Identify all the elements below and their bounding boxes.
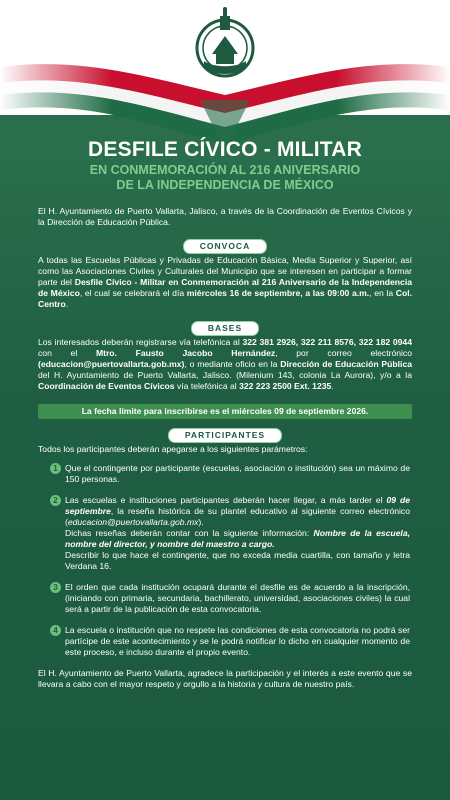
subtitle-line-2: DE LA INDEPENDENCIA DE MÉXICO xyxy=(116,178,334,192)
bases-paragraph: Los interesados deberán registrarse vía telefónica al 322 381 2926, 322 211 8576, 322 182 0944 con el Mtro. Fausto Jacobo Hernández, por correo electrónico (educacion@puertovallarta.gob.mx), o mediante oficio en la Dirección de Educación Pública del H. Ayuntamiento de Puerto Vallarta, Jalisco. (Milenium 143, colonia La Aurora), y/o a la Coordinación de Eventos Cívicos vía telefónica al 322 223 2500 Ext. 1235. xyxy=(38,337,413,391)
list-number: 1 xyxy=(50,463,61,474)
convoca-paragraph: A todas las Escuelas Públicas y Privadas de Educación Básica, Media Superior y Superior, así como las Asociaciones Civiles y Culturales del Municipio que se interesen en participar a formar parte del Desfile Cívico - Militar en Conmemoración al 216 Aniversario de la Independencia de México, el cual se celebrará el día miércoles 16 de septiembre, a las 09:00 a.m., en la Col. Centro. xyxy=(38,255,413,309)
page-title: DESFILE CÍVICO - MILITAR xyxy=(88,138,362,161)
convoca-badge: CONVOCA xyxy=(183,239,267,254)
participantes-intro: Todos los participantes deberán apegarse a los siguientes parámetros: xyxy=(38,444,308,454)
list-item-text: La escuela o institución que no respete las condiciones de esta convocatoria no podrá ser partícipe de este acontecimiento y se le podrá notificar lo dicho en cualquier momento de este proceso, e incluso durante el propio evento. xyxy=(65,625,410,657)
list-item xyxy=(50,463,410,485)
participantes-header xyxy=(0,425,450,438)
list-item xyxy=(50,495,410,572)
participantes-list xyxy=(0,463,450,658)
participantes-badge: PARTICIPANTES xyxy=(168,428,282,443)
list-item xyxy=(50,625,410,658)
puerto-vallarta-crest-icon xyxy=(190,6,260,86)
subtitle-line-1: EN CONMEMORACIÓN AL 216 ANIVERSARIO xyxy=(89,163,361,177)
closing-paragraph: El H. Ayuntamiento de Puerto Vallarta, agradece la participación y el interés a este evento que se llevara a cabo con el mayor respeto y orgullo a la historia y cultura de nuestro país. xyxy=(38,668,412,689)
list-item-text: Las escuelas e instituciones participantes deberán hacer llegar, a más tarder el 09 de septiembre, la reseña histórica de su plantel educativo al siguiente correo electrónico (educacion@puertovallarta.gob.mx). Dichas reseñas deberán contar con la siguiente información: Nombre de la escuela, nombre del director, y nombre del maestro a cargo. Describir lo que hace el contingente, que no exceda media cuartilla, con tamaño y letra Verdana 16. xyxy=(65,495,410,571)
convoca-header xyxy=(0,236,450,249)
list-number: 3 xyxy=(50,582,61,593)
bases-header xyxy=(0,318,450,331)
deadline-banner: La fecha límite para inscribirse es el miércoles 09 de septiembre 2026. xyxy=(38,404,412,419)
list-number: 2 xyxy=(50,495,61,506)
intro-paragraph: El H. Ayuntamiento de Puerto Vallarta, Jalisco, a través de la Coordinación de Eventos Cívicos y la Dirección de Educación Pública. xyxy=(38,206,412,227)
list-item-text: El orden que cada institución ocupará durante el desfile es de acuerdo a la inscripción, (iniciando con primaria, secundaria, bachillerato, universidad, asociaciones civiles) la cual será a partir de la publicación de esta convocatoria. xyxy=(65,582,410,614)
list-number: 4 xyxy=(50,625,61,636)
list-item xyxy=(50,582,410,615)
content xyxy=(0,138,450,690)
bases-badge: BASES xyxy=(191,321,259,336)
list-item-text: Que el contingente por participante (escuelas, asociación o institución) sea un máximo de 150 personas. xyxy=(65,463,410,484)
